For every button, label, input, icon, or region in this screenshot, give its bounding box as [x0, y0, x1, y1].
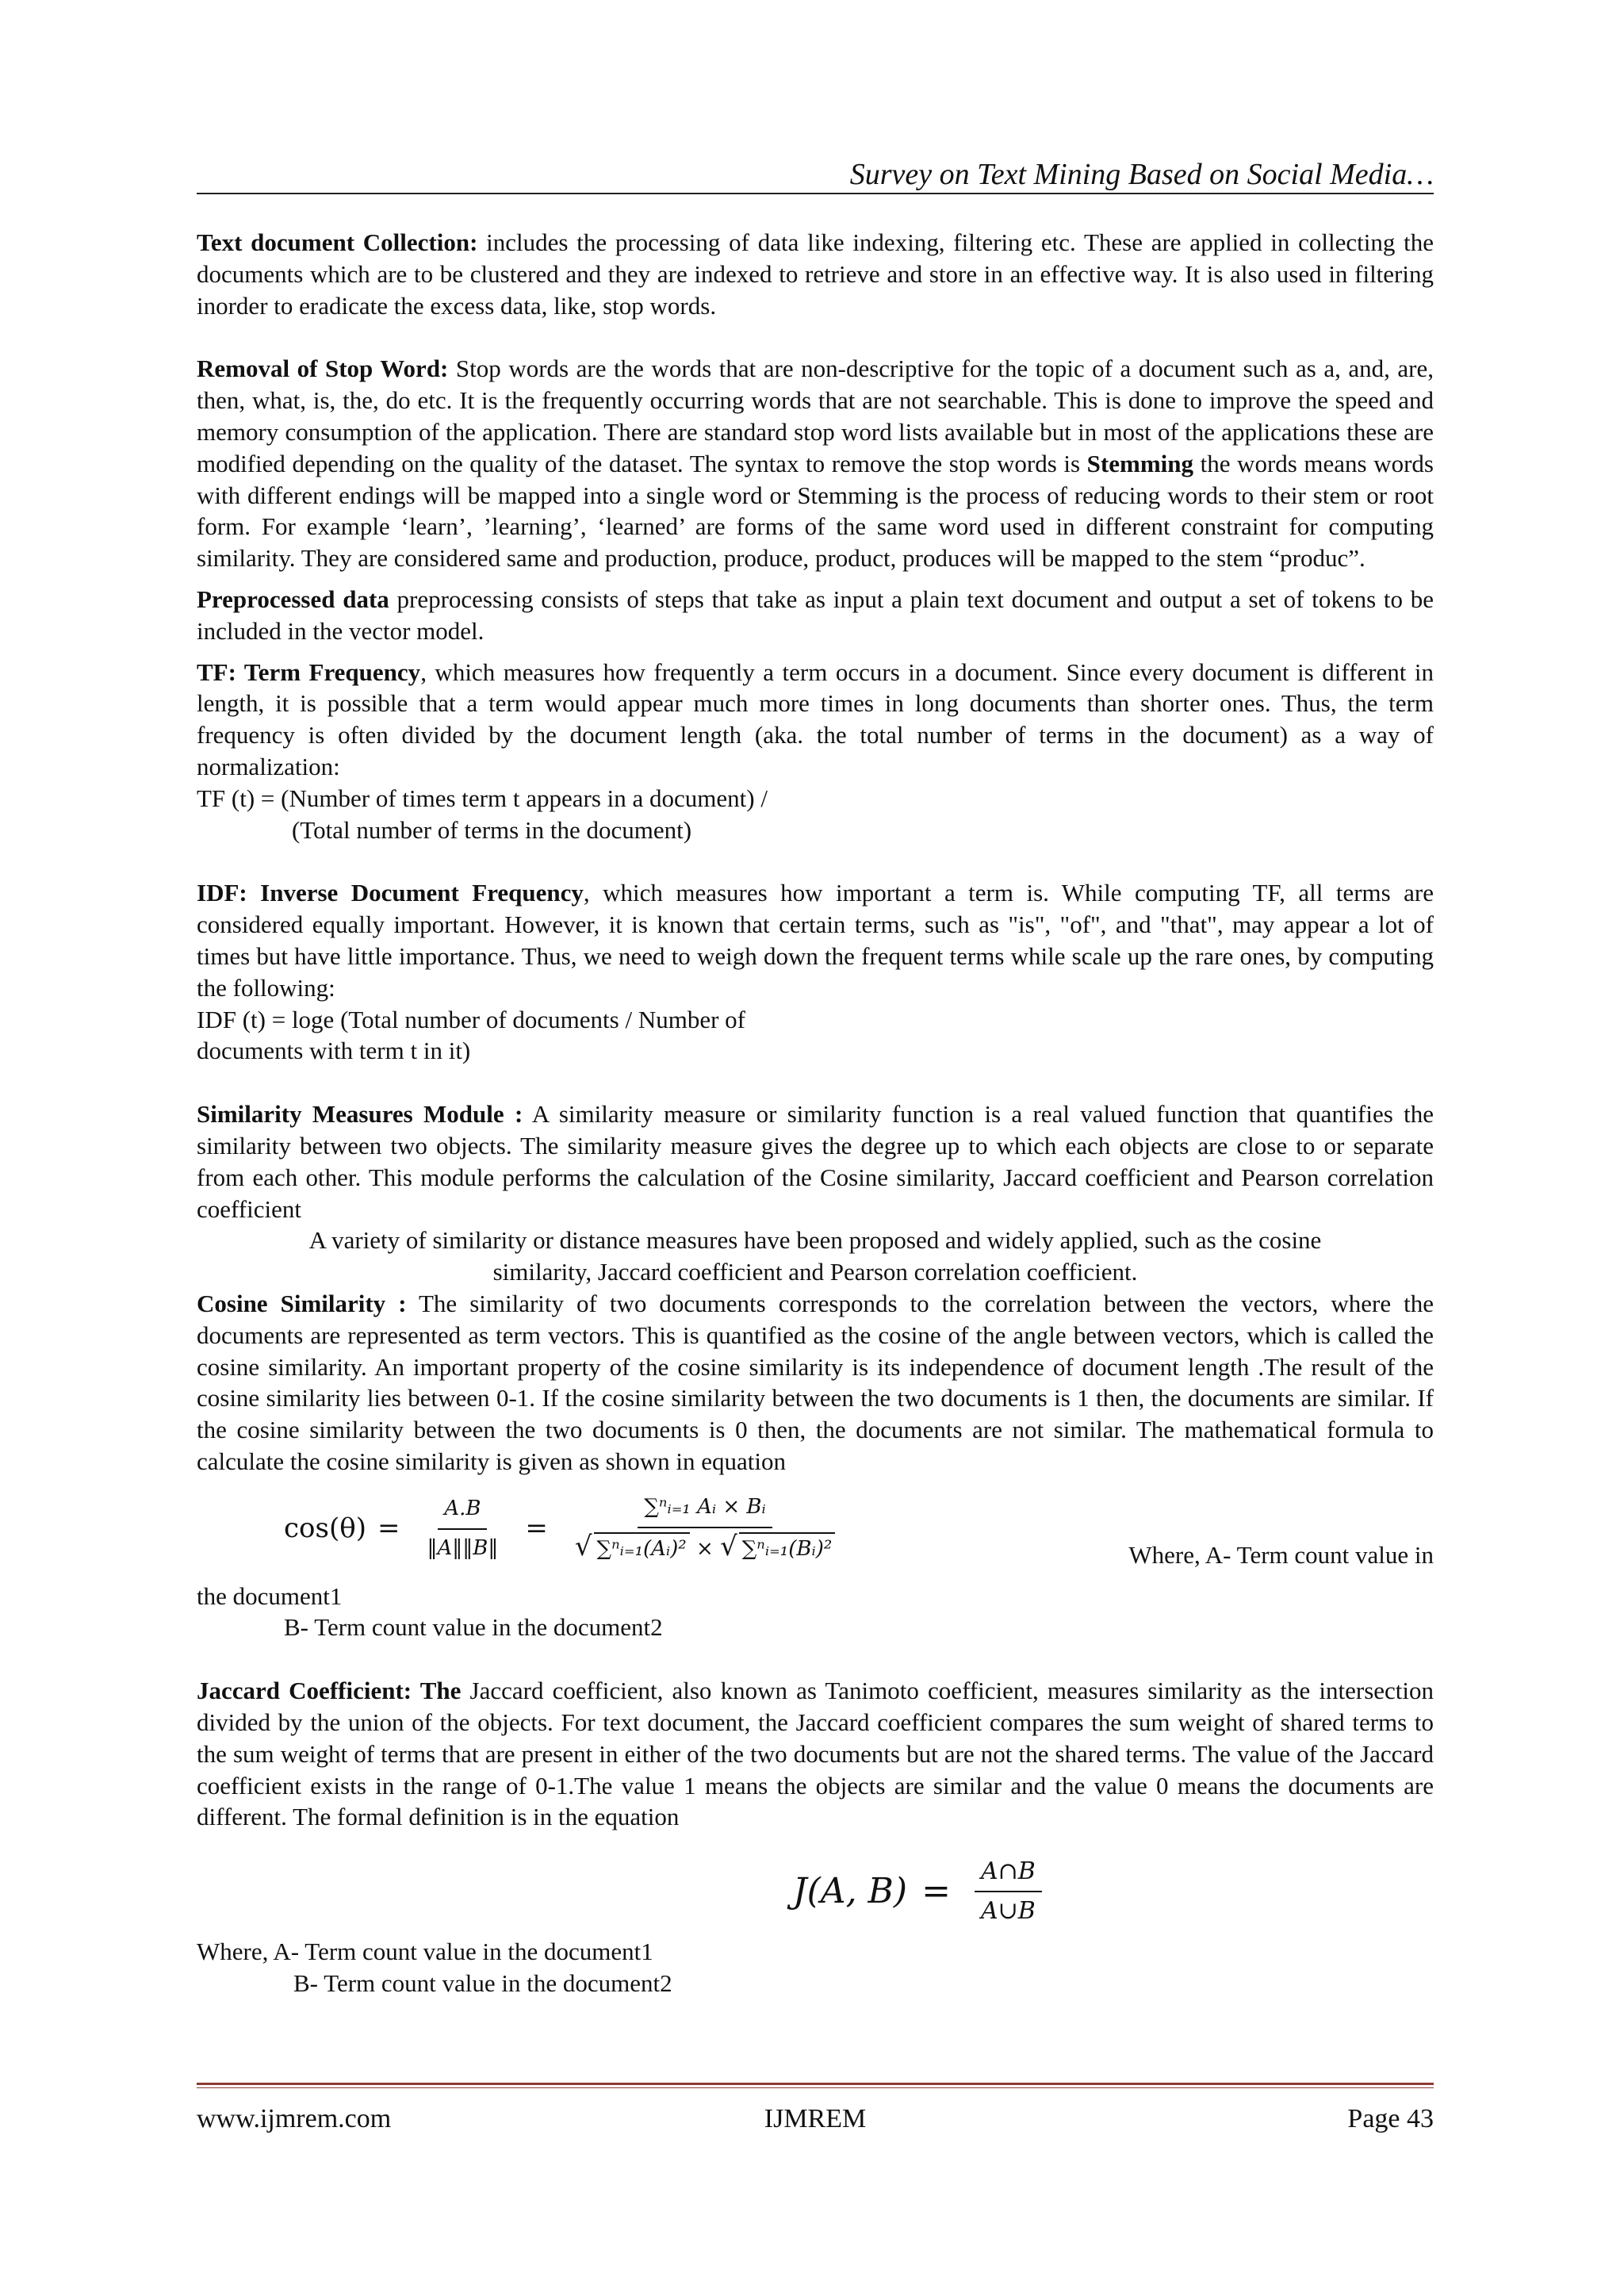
stop-word-body-1: Stop words are the words that are non-descriptive for the topic of a document such as a, and, are, then, what, is, the, do etc. It is the frequently occurring words that are not searchable. This is done to improve the speed and memory consumption of the application. There are standard stop word lists available but in most of the applications these are modified depending on the quality of the dataset. The syntax to remove the stop words is	[197, 355, 1434, 477]
tf-formula-line-2: (Total number of terms in the document)	[292, 815, 692, 844]
cosine-den-times: ×	[696, 1537, 714, 1562]
cosine-frac2-den	[569, 1528, 841, 1566]
para-preprocessed	[197, 584, 1434, 647]
footer-journal: IJMREM	[764, 2104, 867, 2133]
jaccard-lhs: J(A, B)	[793, 1871, 908, 1912]
para-cosine	[197, 1288, 1434, 1478]
radical-icon: √	[720, 1531, 737, 1563]
para-similarity	[197, 1098, 1434, 1225]
jaccard-where-a: Where, A- Term count value in the document1	[197, 1938, 653, 1966]
term-similarity: Similarity Measures Module :	[197, 1100, 523, 1129]
jaccard-where-b: B- Term count value in the document2	[293, 1969, 672, 1998]
similarity-centered-note: A variety of similarity or distance measures have been proposed and widely applied, such as the cosine similarity, Jaccard coefficient and Pearson correlation coefficient.	[308, 1226, 1322, 1286]
jaccard-body: Jaccard coefficient, also known as Tanimoto coefficient, measures similarity as the intersection divided by the union of the objects. For text document, the Jaccard coefficient compares the sum weight of shared terms to the sum weight of terms that are present in either of the two documents but are not the shared terms. The value of the Jaccard coefficient exists in the range of 0-1.The value 1 means the objects are similar and the value 0 means the documents are different. The formal definition is in the equation	[197, 1677, 1434, 1831]
idf-formula-line-1: IDF (t) = loge (Total number of documents / Number of	[197, 1005, 745, 1033]
jaccard-formula-row	[197, 1847, 1434, 1936]
cosine-fraction-2	[569, 1492, 841, 1566]
para-idf	[197, 877, 1434, 1003]
jaccard-fraction	[975, 1856, 1042, 1927]
para-text-collection	[197, 227, 1434, 321]
cosine-fraction-1	[420, 1493, 504, 1565]
cosine-where-continued: the document1	[197, 1581, 343, 1610]
cosine-equals-2: =	[525, 1512, 548, 1544]
radical-icon: √	[574, 1531, 592, 1563]
cosine-formula-row	[197, 1478, 1434, 1581]
cosine-body: The similarity of two documents corresponds to the correlation between the vectors, where the documents are represented as term vectors. This is quantified as the cosine of the angle between vectors, which is called the cosine similarity. An important property of the cosine similarity is its independence of document length .The result of the cosine similarity lies between 0-1. If the cosine similarity between the two documents is 1 then, the documents are similar. If the cosine similarity between the two documents is 0 then, the documents are not similar. The mathematical formula to calculate the cosine similarity is given as shown in equation	[197, 1289, 1434, 1475]
jaccard-formula	[793, 1847, 1051, 1936]
jaccard-den: A∪B	[980, 1897, 1036, 1926]
stop-word-body-2: the words means words with different endings will be mapped into a single word or Stemming is the process of reducing words to their stem or root form. For example ‘learn’, ’learning’, ‘learned’ are forms of the same word used in different constraint for computing similarity. They are considered same and production, produce, product, produces will be mapped to the stem “produc”.	[197, 449, 1434, 573]
header-rule	[197, 193, 1434, 194]
idf-formula-line-2: documents with term t in it)	[197, 1037, 471, 1065]
tf-formula-line-1: TF (t) = (Number of times term t appears in a document) /	[197, 784, 768, 812]
cosine-equals-1: =	[377, 1512, 400, 1544]
idf-body: , which measures how important a term is. While computing TF, all terms are considered equally important. However, it is known that certain terms, such as "is", "of", and "that", may appear a lot of times but have little importance. Thus, we need to weigh down the frequent terms while scale up the rare ones, by computing the following:	[197, 879, 1434, 1002]
term-cosine: Cosine Similarity :	[197, 1289, 407, 1317]
para-stop-word	[197, 353, 1434, 574]
footer-rule-thick	[197, 2083, 1434, 2085]
para-tf	[197, 657, 1434, 783]
cosine-den-a: ∑ⁿᵢ₌₁(Aᵢ)²	[594, 1532, 690, 1566]
term-stop-word: Removal of Stop Word:	[197, 355, 449, 383]
running-head: Survey on Text Mining Based on Social Media…	[849, 158, 1434, 191]
cosine-where-right: Where, A- Term count value in	[1128, 1540, 1434, 1569]
similarity-body: A similarity measure or similarity function is a real valued function that quantifies the similarity between two objects. The similarity measure gives the degree up to which each objects are close to or separate from each other. This module performs the calculation of the Cosine similarity, Jaccard coefficient and Pearson correlation coefficient	[197, 1100, 1434, 1223]
term-stemming: Stemming	[1086, 449, 1193, 477]
cosine-den-b: ∑ⁿᵢ₌₁(Bᵢ)²	[739, 1532, 836, 1566]
cosine-frac2-num: ∑ⁿᵢ₌₁ Aᵢ × Bᵢ	[638, 1492, 772, 1528]
term-text-collection: Text document Collection:	[197, 228, 478, 256]
footer-page-number: Page 43	[1347, 2104, 1434, 2133]
body-text	[197, 227, 1434, 1999]
footer-website: www.ijmrem.com	[197, 2104, 392, 2133]
preprocessed-body: preprocessing consists of steps that take as input a plain text document and output a set of tokens to be included in the vector model.	[197, 585, 1434, 645]
cosine-lhs: cos(θ)	[284, 1512, 366, 1544]
cosine-where-b: B- Term count value in the document2	[284, 1613, 663, 1642]
page-footer	[197, 2102, 1434, 2137]
tf-body: , which measures how frequently a term occurs in a document. Since every document is different in length, it is possible that a term would appear much more times in long documents than shorter ones. Thus, the term frequency is often divided by the document length (aka. the total number of terms in the document) as a way of normalization:	[197, 657, 1434, 780]
text-collection-body: includes the processing of data like indexing, filtering etc. These are applied in collecting the documents which are to be clustered and they are indexed to retrieve and store in an effective way. It is also used in filtering inorder to eradicate the excess data, like, stop words.	[197, 228, 1434, 320]
jaccard-num: A∩B	[975, 1856, 1042, 1892]
term-preprocessed: Preprocessed data	[197, 585, 389, 613]
cosine-formula	[284, 1478, 851, 1581]
term-tf: TF: Term Frequency	[197, 657, 421, 686]
para-jaccard	[197, 1675, 1434, 1833]
footer-rule-thin	[197, 2087, 1434, 2088]
cosine-frac1-den: ‖A‖‖B‖	[427, 1535, 499, 1560]
term-idf: IDF: Inverse Document Frequency	[197, 879, 584, 907]
term-jaccard: Jaccard Coefficient: The	[197, 1677, 462, 1705]
jaccard-equals: =	[921, 1871, 951, 1912]
cosine-frac1-num: A.B	[438, 1493, 487, 1530]
